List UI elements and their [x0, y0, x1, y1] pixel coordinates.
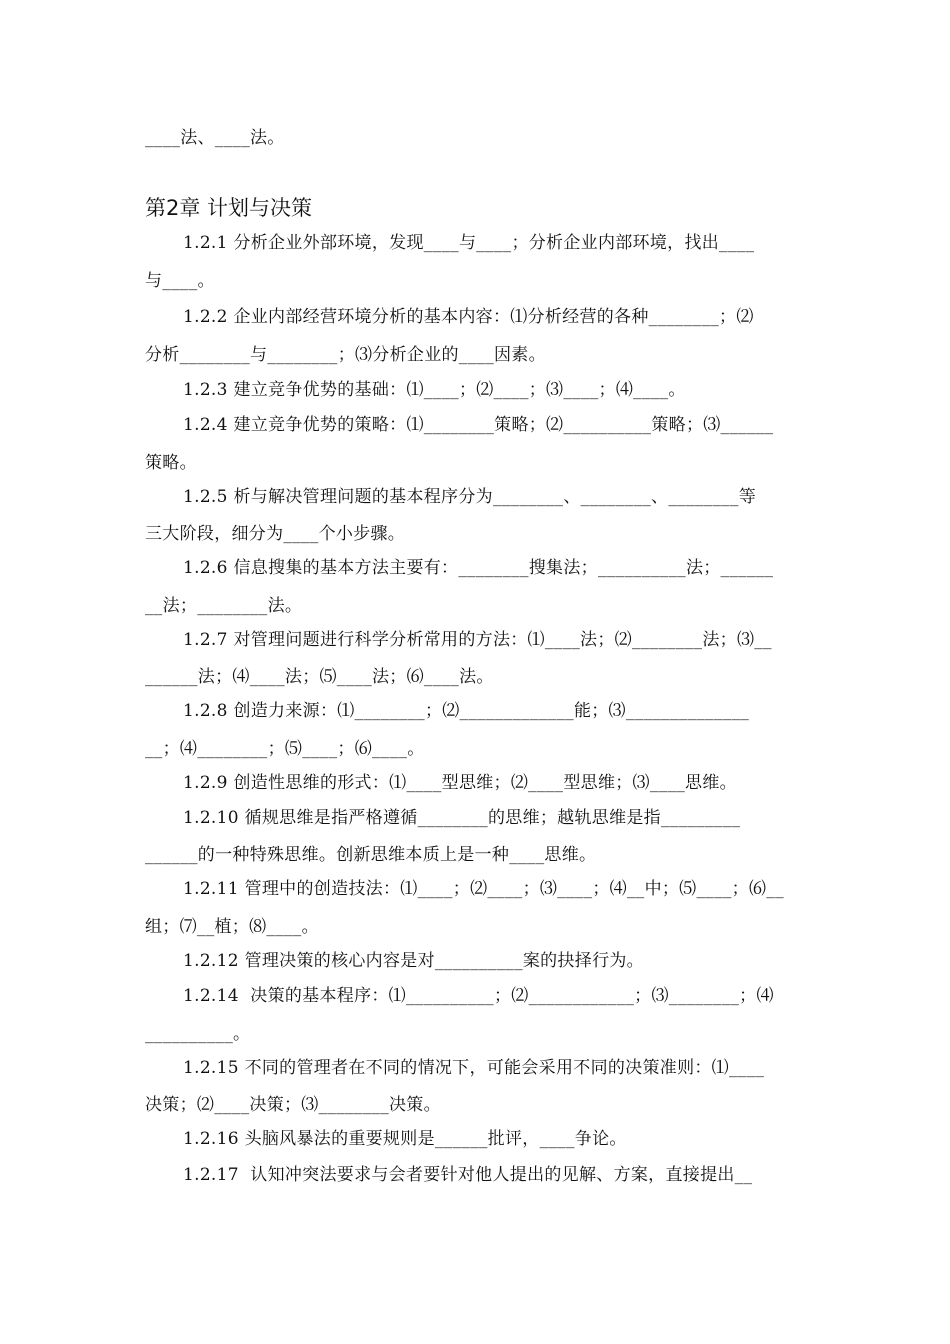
exercise-item-line: 1.2.16 头脑风暴法的重要规则是______批评，____争论。 [183, 1129, 627, 1149]
exercise-item-continuation: 三大阶段，细分为____个小步骤。 [145, 524, 406, 544]
exercise-item-continuation: ______的一种特殊思维。创新思维本质上是一种____思维。 [145, 845, 597, 865]
exercise-item-line: 1.2.6 信息搜集的基本方法主要有：________搜集法；__________法；______ [183, 558, 774, 578]
exercise-item-line: 1.2.15 不同的管理者在不同的情况下，可能会采用不同的决策准则：⑴____ [183, 1058, 765, 1078]
top-fragment: ____法、____法。 [145, 128, 285, 148]
chapter-heading: 第2章 计划与决策 [145, 196, 313, 220]
exercise-item-line: 1.2.5 析与解决管理问题的基本程序分为________、________、________等 [183, 487, 757, 507]
exercise-item-line: 1.2.8 创造力来源：⑴________；⑵_____________能；⑶______________ [183, 701, 750, 721]
exercise-item-continuation: 组；⑺__植；⑻____。 [145, 917, 319, 937]
exercise-item-line: 1.2.14 决策的基本程序：⑴__________；⑵____________；⑶________；⑷ [183, 986, 774, 1006]
exercise-item-continuation: 与____。 [145, 271, 215, 291]
exercise-item-continuation: 策略。 [145, 453, 197, 473]
exercise-item-line: 1.2.12 管理决策的核心内容是对__________案的抉择行为。 [183, 951, 644, 971]
exercise-item-line: 1.2.11 管理中的创造技法：⑴____；⑵____；⑶____；⑷__中；⑸____；⑹__ [183, 879, 784, 899]
exercise-item-continuation: 分析________与________；⑶分析企业的____因素。 [145, 345, 546, 365]
exercise-item-line: 1.2.1 分析企业外部环境，发现____与____；分析企业内部环境，找出____ [183, 233, 755, 253]
exercise-item-continuation: __________。 [145, 1024, 251, 1044]
exercise-item-line: 1.2.9 创造性思维的形式：⑴____型思维；⑵____型思维；⑶____思维。 [183, 773, 737, 793]
exercise-item-continuation: __法；________法。 [145, 596, 303, 616]
exercise-item-line: 1.2.10 循规思维是指严格遵循________的思维；越轨思维是指_________ [183, 808, 741, 828]
exercise-item-continuation: 决策；⑵____决策；⑶________决策。 [145, 1095, 441, 1115]
exercise-item-line: 1.2.2 企业内部经营环境分析的基本内容：⑴分析经营的各种________；⑵ [183, 307, 754, 327]
exercise-item-continuation: __；⑷________；⑸____；⑹____。 [145, 739, 425, 759]
exercise-item-continuation: ______法；⑷____法；⑸____法；⑹____法。 [145, 667, 494, 687]
exercise-item-line: 1.2.4 建立竞争优势的策略：⑴________策略；⑵__________策略；⑶______ [183, 415, 774, 435]
exercise-item-line: 1.2.7 对管理问题进行科学分析常用的方法：⑴____法；⑵________法；⑶__ [183, 630, 772, 650]
exercise-item-line: 1.2.3 建立竞争优势的基础：⑴____；⑵____；⑶____；⑷____。 [183, 380, 686, 400]
exercise-item-line: 1.2.17 认知冲突法要求与会者要针对他人提出的见解、方案，直接提出__ [183, 1165, 753, 1185]
